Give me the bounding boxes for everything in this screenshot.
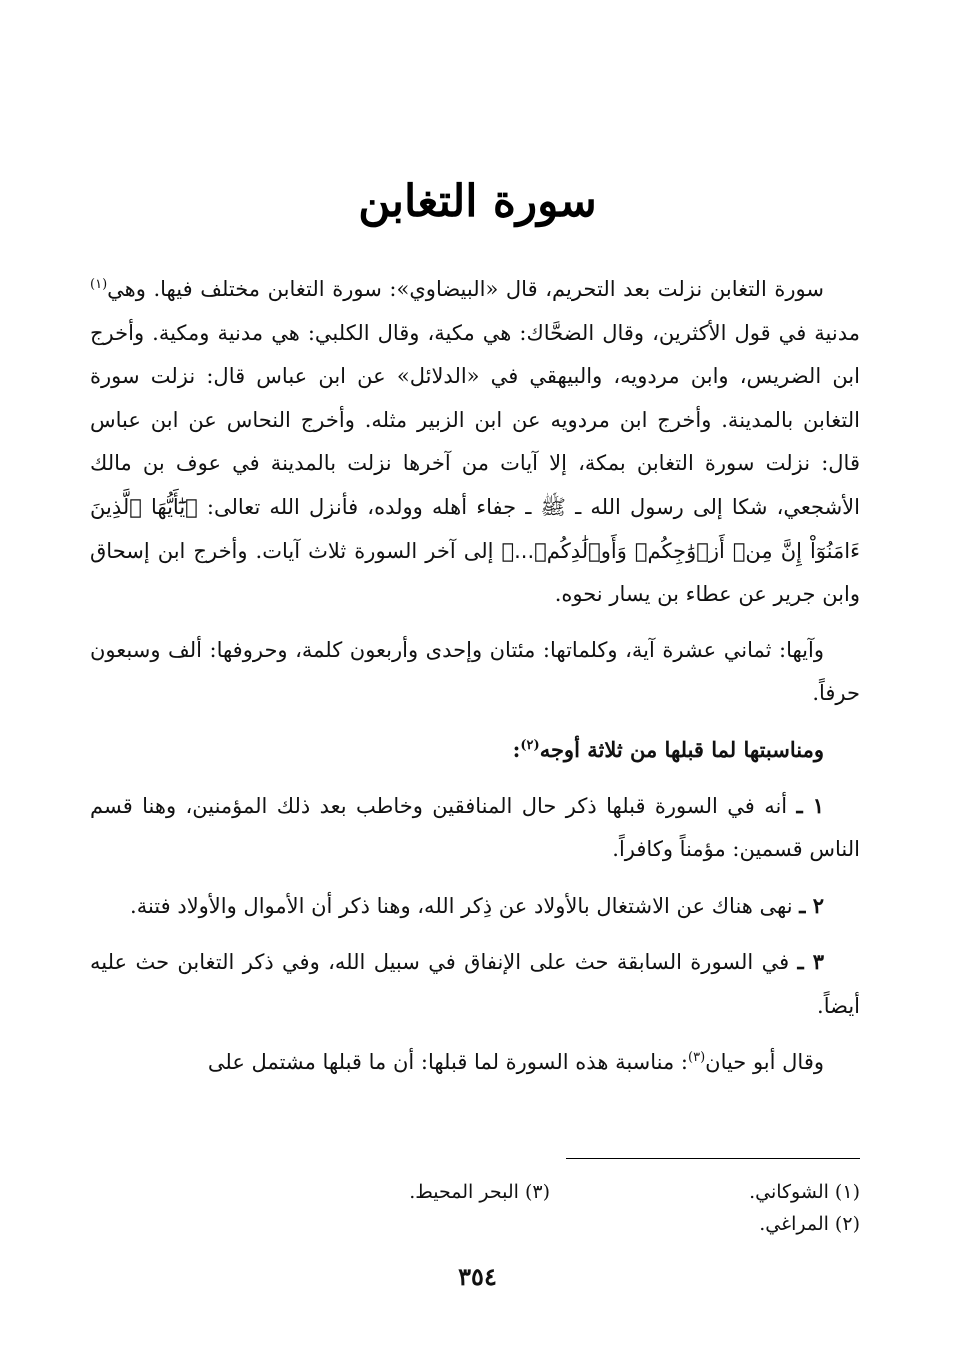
relation-heading-text: ومناسبتها لما قبلها من ثلاثة أوجه — [539, 736, 824, 762]
relation-item-3 — [90, 940, 860, 1028]
main-text — [90, 268, 860, 1096]
footnote-ref-2: (٢) — [520, 737, 540, 753]
item-number-1: ١ ـ — [796, 792, 824, 818]
footnote-separator — [566, 1158, 860, 1159]
footnote-row-1 — [90, 1176, 860, 1208]
verse-count-paragraph: وآيها: ثماني عشرة آية، وكلماتها: مئتان وإحدى وأربعون كلمة، وحروفها: ألف وسبعون حرفاً. — [90, 637, 860, 706]
surah-title: سورة التغابن — [358, 176, 597, 227]
item-number-3: ٣ ـ — [797, 949, 824, 975]
abu-hayyan-text-b: : مناسبة هذه السورة لما قبلها: أن ما قبلها مشتمل على — [207, 1049, 688, 1074]
page-number: ٣٥٤ — [458, 1262, 497, 1291]
footnote-2: (٢) المراغي. — [759, 1213, 860, 1235]
footnote-1: (١) الشوكاني. — [749, 1181, 860, 1203]
relation-item-2 — [90, 884, 860, 929]
intro-text-c: إلى آخر السورة ثلاث آيات. وأخرج ابن إسحاق وابن جرير عن عطاء بن يسار نحوه. — [90, 538, 860, 607]
intro-paragraph — [90, 268, 860, 617]
footnote-ref-1: (١) — [90, 277, 108, 292]
item-text-1: أنه في السورة قبلها ذكر حال المنافقين وخاطب بعد ذلك المؤمنين، وهنا قسم الناس قسمين: مؤمناً وكافراً. — [90, 793, 860, 862]
relation-item-1 — [90, 784, 860, 872]
footnotes — [90, 1176, 860, 1240]
item-text-2: نهى هناك عن الاشتغال بالأولاد عن ذِكر الله، وهنا ذكر أن الأموال والأولاد فتنة. — [130, 893, 800, 918]
relation-heading-colon: : — [512, 736, 521, 762]
relation-heading — [90, 728, 860, 772]
footnote-row-2 — [90, 1208, 860, 1240]
intro-text-b: مدنية في قول الأكثرين، وقال الضحَّاك: هي مكية، وقال الكلبي: هي مدنية ومكية. وأخرج ابن الضريس، وابن مردويه، والبيهقي في «الدلائل» عن ابن عباس قال: نزلت سورة التغابن بالمدينة. وأخرج ابن مردويه عن ابن الزبير مثله. وأخرج النحاس عن ابن عباس قال: نزلت سورة التغابن بمكة، إلا آيات من آخرها نزلت بالمدينة في عوف بن مالك الأشجعي، شكا إلى رسول الله ـ ﷺ ـ جفاء أهله وولده، فأنزل الله تعالى: — [90, 320, 860, 519]
footnote-ref-3: (٣) — [688, 1049, 706, 1065]
abu-hayyan-paragraph — [90, 1041, 860, 1085]
abu-hayyan-text-a: وقال أبو حيان — [705, 1049, 824, 1074]
footnote-3: (٣) البحر المحيط. — [409, 1181, 550, 1203]
item-number-2: ٢ ـ — [799, 892, 824, 918]
intro-text-a: سورة التغابن نزلت بعد التحريم، قال «البيضاوي»: سورة التغابن مختلف فيها. وهي — [107, 277, 824, 301]
quran-verse: ﴿يَٰٓأَيُّهَا ٱلَّذِينَ ءَامَنُوٓاْ إِنَّ مِنۡ أَزۡوَٰجِكُمۡ وَأَوۡلَٰدِكُمۡ...﴾ — [90, 494, 860, 563]
item-text-3: في السورة السابقة حث على الإنفاق في سبيل الله، وفي ذكر التغابن حث عليه أيضاً. — [90, 950, 860, 1018]
